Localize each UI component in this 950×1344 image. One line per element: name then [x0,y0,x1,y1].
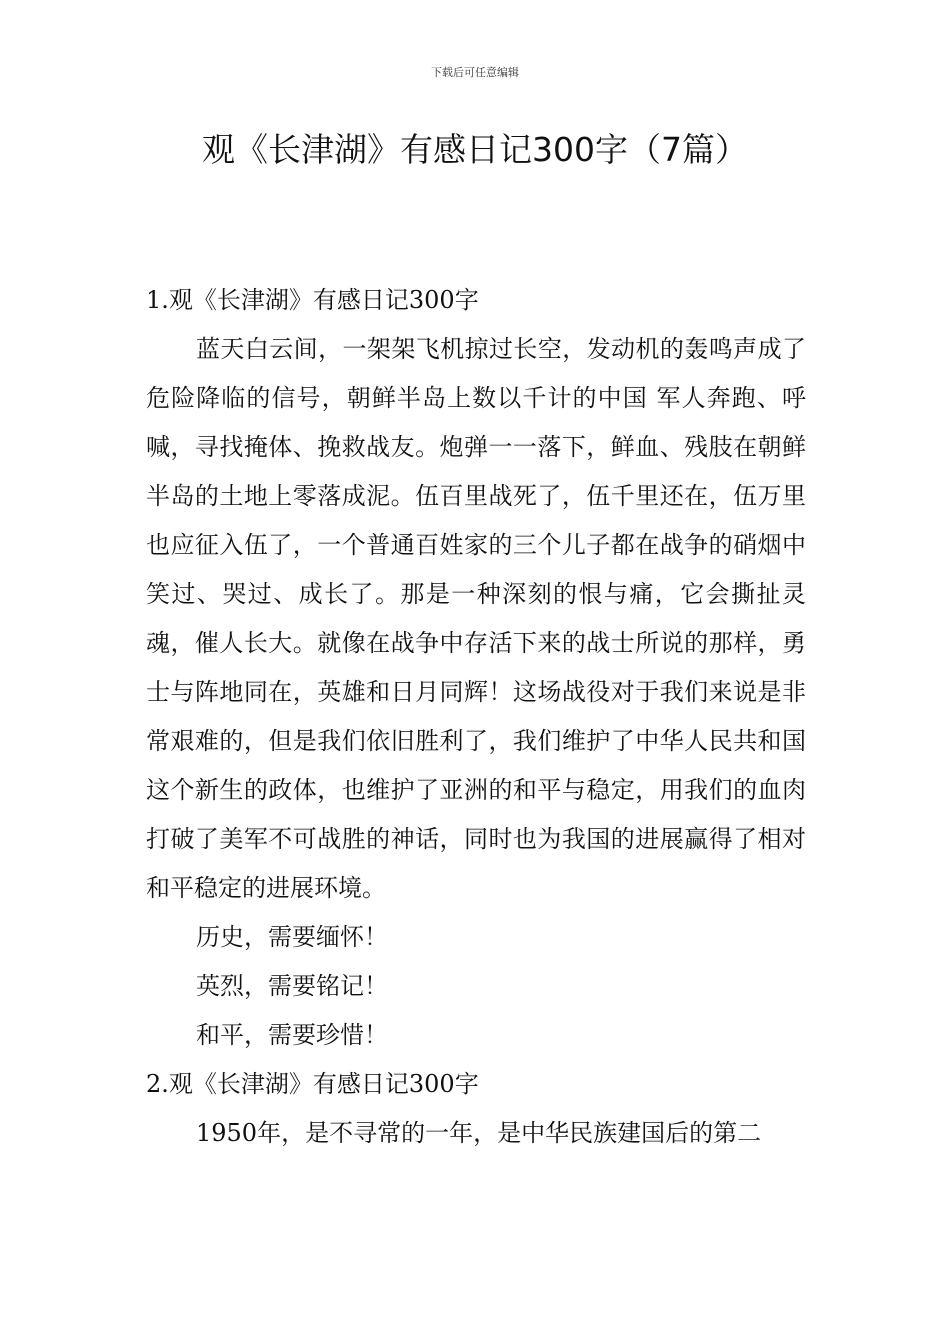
section-heading-1: 1.观《长津湖》有感日记300字 [146,286,479,314]
section-heading-2: 2.观《长津湖》有感日记300字 [146,1070,479,1098]
section-paragraph-1: 蓝天白云间，一架架飞机掠过长空，发动机的轰鸣声成了危险降临的信号，朝鲜半岛上数以千计的中国 军人奔跑、呼喊，寻找掩体、挽救战友。炮弹一一落下，鲜血、残肢在朝鲜半岛的土地上零落成泥。伍百里战死了，伍千里还在，伍万里也应征入伍了，一个普通百姓家的三个儿子都在战争的硝烟中笑过、哭过、成长了。那是一种深刻的恨与痛，它会撕扯灵魂，催人长大。就像在战争中存活下来的战士所说的那样，勇士与阵地同在，英雄和日月同辉！这场战役对于我们来说是非常艰难的，但是我们依旧胜利了，我们维护了中华人民共和国这个新生的政体，也维护了亚洲的和平与稳定，用我们的血肉打破了美军不可战胜的神话，同时也为我国的进展赢得了相对和平稳定的进展环境。 [146,335,806,902]
header-note: 下载后可任意编辑 [431,66,519,79]
section-paragraph-2: 1950年，是不寻常的一年，是中华民族建国后的第二 [196,1119,762,1147]
short-line-peace: 和平，需要珍惜！ [196,1021,388,1049]
short-line-heroes: 英烈，需要铭记！ [196,972,388,1000]
document-body [146,276,806,1158]
short-line-history: 历史，需要缅怀！ [196,923,388,951]
page-title: 观《长津湖》有感日记300字（7篇） [202,130,748,169]
